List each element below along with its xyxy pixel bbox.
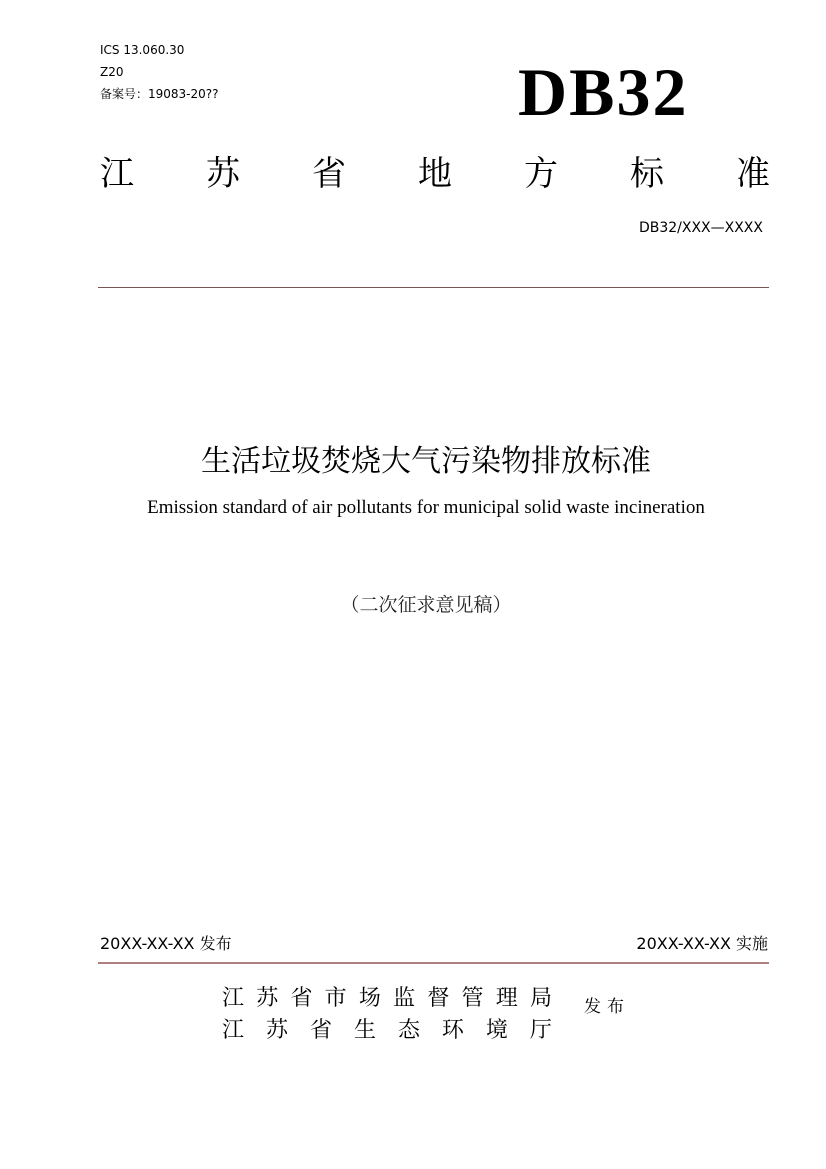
publish-date: 20XX-XX-XX 发布 <box>100 934 232 953</box>
issuer-char: 局 <box>529 986 552 1011</box>
standard-type-char: 省 <box>312 154 346 194</box>
issuer-char: 厅 <box>529 1018 552 1043</box>
draft-note: （二次征求意见稿） <box>340 594 512 616</box>
issuer-char: 苏 <box>256 986 279 1011</box>
standard-type-char: 地 <box>418 154 452 194</box>
issuer-char: 监 <box>393 986 416 1011</box>
issued-label: 发布 <box>584 997 630 1017</box>
standard-type-char: 方 <box>524 154 558 194</box>
issuer-char: 环 <box>441 1018 464 1043</box>
issuer-market-regulation <box>222 983 552 1015</box>
top-divider <box>98 287 769 288</box>
issuer-char: 苏 <box>265 1018 288 1043</box>
issuing-authorities <box>222 983 552 1047</box>
standard-code: DB32/XXX—XXXX <box>638 220 763 236</box>
issuer-char: 生 <box>353 1018 376 1043</box>
db32-logo: DB32 <box>518 54 689 130</box>
issuer-char: 境 <box>485 1018 508 1043</box>
ccs-code: Z20 <box>100 65 124 79</box>
standard-type-char: 苏 <box>206 154 240 194</box>
issuer-char: 管 <box>461 986 484 1011</box>
title-english: Emission standard of air pollutants for municipal solid waste incineration <box>147 497 705 518</box>
issuer-char: 江 <box>222 986 245 1011</box>
ics-code: ICS 13.060.30 <box>100 43 185 57</box>
standard-type-heading <box>100 152 770 196</box>
record-number: 备案号：19083-20?? <box>100 87 219 101</box>
issuer-char: 省 <box>309 1018 332 1043</box>
bottom-divider <box>98 962 769 964</box>
issuer-char: 督 <box>427 986 450 1011</box>
issuer-char: 江 <box>222 1018 245 1043</box>
standard-type-char: 标 <box>630 154 664 194</box>
title-chinese: 生活垃圾焚烧大气污染物排放标准 <box>201 444 651 479</box>
standard-type-char: 准 <box>736 154 770 194</box>
issuer-char: 态 <box>397 1018 420 1043</box>
issuer-char: 理 <box>495 986 518 1011</box>
implement-date: 20XX-XX-XX 实施 <box>636 934 768 953</box>
issuer-char: 场 <box>358 986 381 1011</box>
issuer-char: 市 <box>324 986 347 1011</box>
issuer-char: 省 <box>290 986 313 1011</box>
standard-type-char: 江 <box>100 154 134 194</box>
issuer-ecology-environment <box>222 1015 552 1047</box>
